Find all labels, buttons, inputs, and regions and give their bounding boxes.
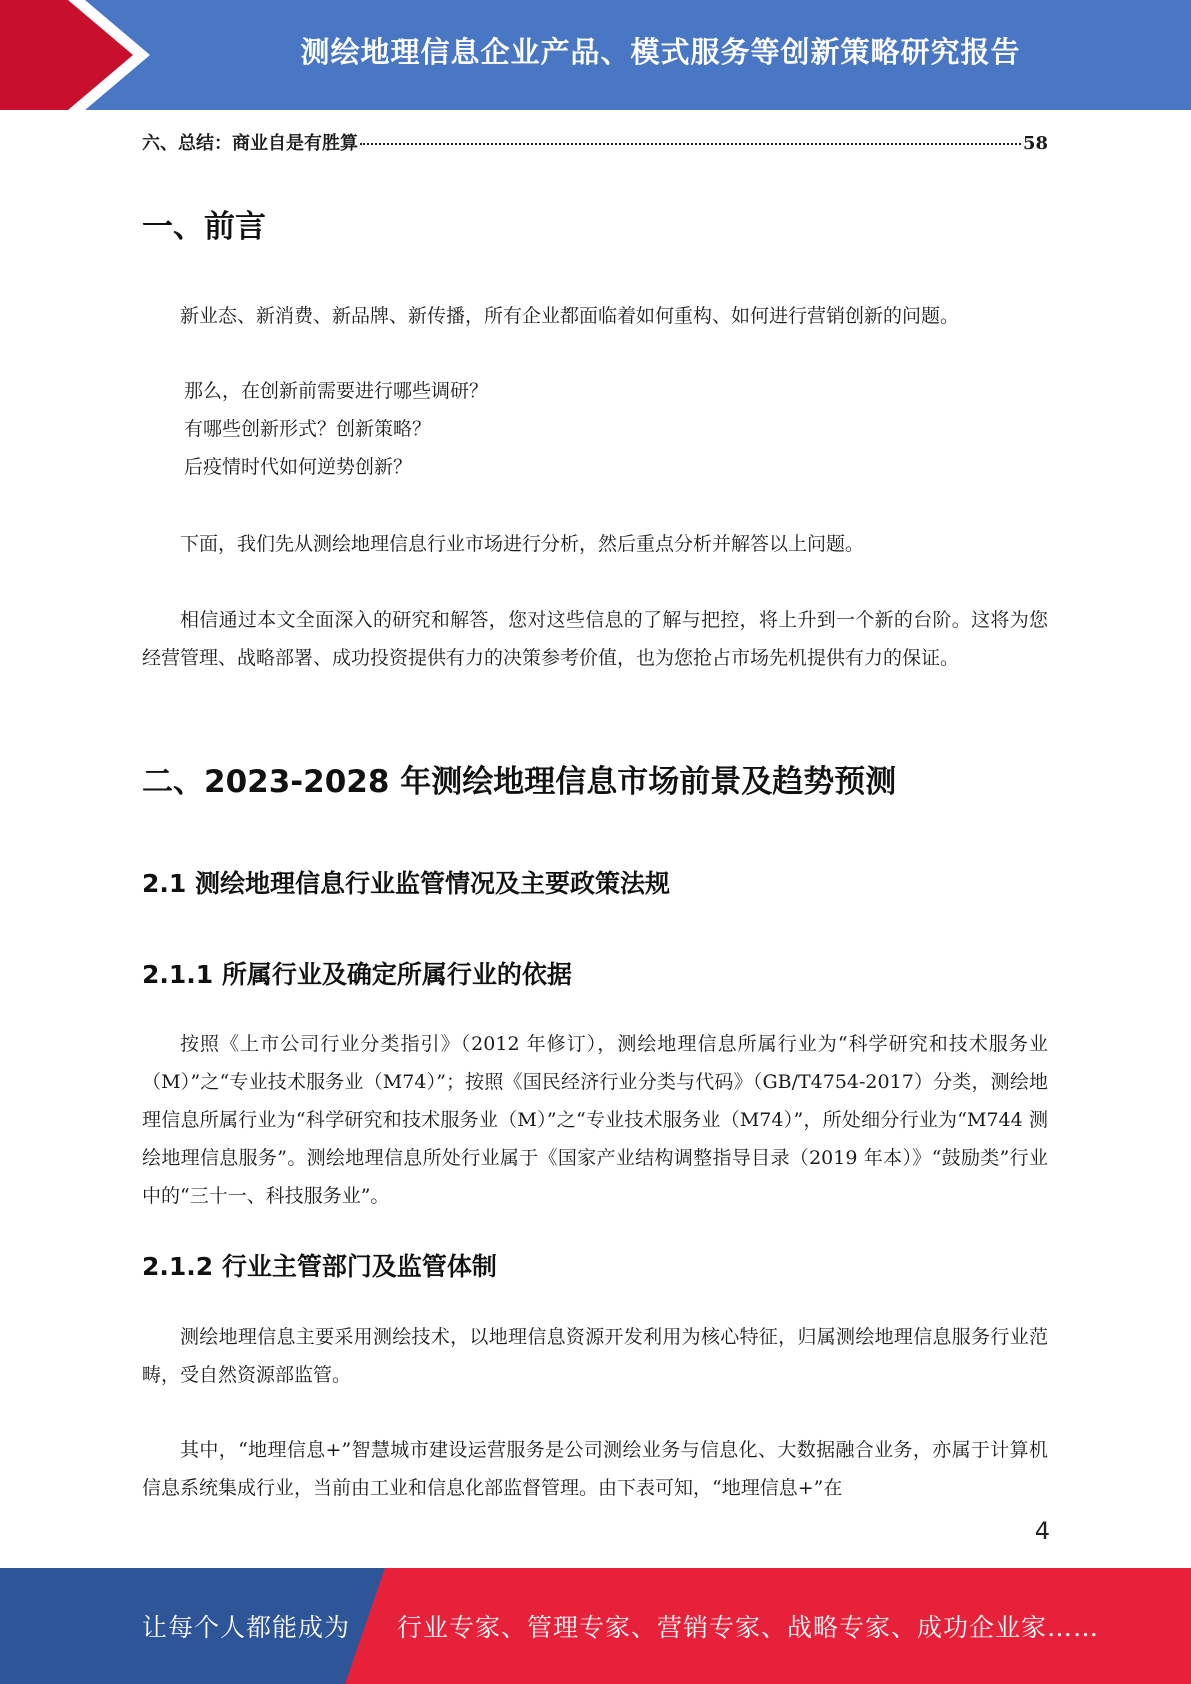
footer-slogan-left: 让每个人都能成为: [142, 1613, 351, 1642]
page-footer: [0, 1568, 1191, 1684]
preface-paragraph-3: 相信通过本文全面深入的研究和解答，您对这些信息的了解与把控，将上升到一个新的台阶。这将为您经营管理、战略部署、成功投资提供有力的决策参考价值，也为您抢占市场先机提供有力的保证。: [142, 609, 1048, 669]
preface-question-2: 有哪些创新形式？创新策略？: [184, 418, 432, 440]
header-arrow-decoration: [0, 0, 170, 110]
preface-intro-paragraph: 新业态、新消费、新品牌、新传播，所有企业都面临着如何重构、如何进行营销创新的问题。: [180, 305, 960, 327]
preface-paragraph-2: 下面，我们先从测绘地理信息行业市场进行分析，然后重点分析并解答以上问题。: [180, 533, 865, 555]
paragraph-2-1-1: 按照《上市公司行业分类指引》（2012 年修订），测绘地理信息所属行业为“科学研究和技术服务业（M）”之“专业技术服务业（M74）”；按照《国民经济行业分类与代码》（GB/T4754-2017）分类，测绘地理信息所属行业为“科学研究和技术服务业（M）”之“专业技术服务业（M74）”，所处细分行业为“M744 测绘地理信息服务”。测绘地理信息所处行业属于《国家产业结构调整指导目录（2019 年本）》“鼓励类”行业中的“三十一、科技服务业”。: [142, 1033, 1048, 1207]
page-header: [0, 0, 1191, 110]
preface-question-1: 那么，在创新前需要进行哪些调研？: [184, 380, 489, 402]
subsection-heading-2-1-2: 2.1.2 行业主管部门及监管体制: [142, 1252, 497, 1281]
toc-entry[interactable]: [142, 129, 1048, 159]
footer-slogan-right: 行业专家、管理专家、营销专家、战略专家、成功企业家……: [397, 1613, 1100, 1642]
subsection-heading-2-1: 2.1 测绘地理信息行业监管情况及主要政策法规: [142, 869, 670, 898]
section-heading-market-forecast: 二、2023-2028 年测绘地理信息市场前景及趋势预测: [142, 764, 897, 800]
toc-leader-dots: [360, 143, 1021, 145]
paragraph-2-1-2-b: 其中，“地理信息+”智慧城市建设运营服务是公司测绘业务与信息化、大数据融合业务，亦属于计算机信息系统集成行业，当前由工业和信息化部监督管理。由下表可知，“地理信息+”在: [142, 1439, 1048, 1499]
preface-question-3: 后疫情时代如何逆势创新？: [184, 456, 413, 478]
subsection-heading-2-1-1: 2.1.1 所属行业及确定所属行业的依据: [142, 960, 572, 989]
paragraph-2-1-2-a: 测绘地理信息主要采用测绘技术，以地理信息资源开发利用为核心特征，归属测绘地理信息服务行业范畴，受自然资源部监管。: [142, 1326, 1048, 1386]
report-title: 测绘地理信息企业产品、模式服务等创新策略研究报告: [300, 34, 1021, 69]
page-number: 4: [1034, 1517, 1050, 1545]
toc-entry-page: 58: [1022, 133, 1048, 154]
section-heading-preface: 一、前言: [142, 209, 266, 245]
toc-entry-label: 六、总结：商业自是有胜算: [142, 133, 358, 154]
